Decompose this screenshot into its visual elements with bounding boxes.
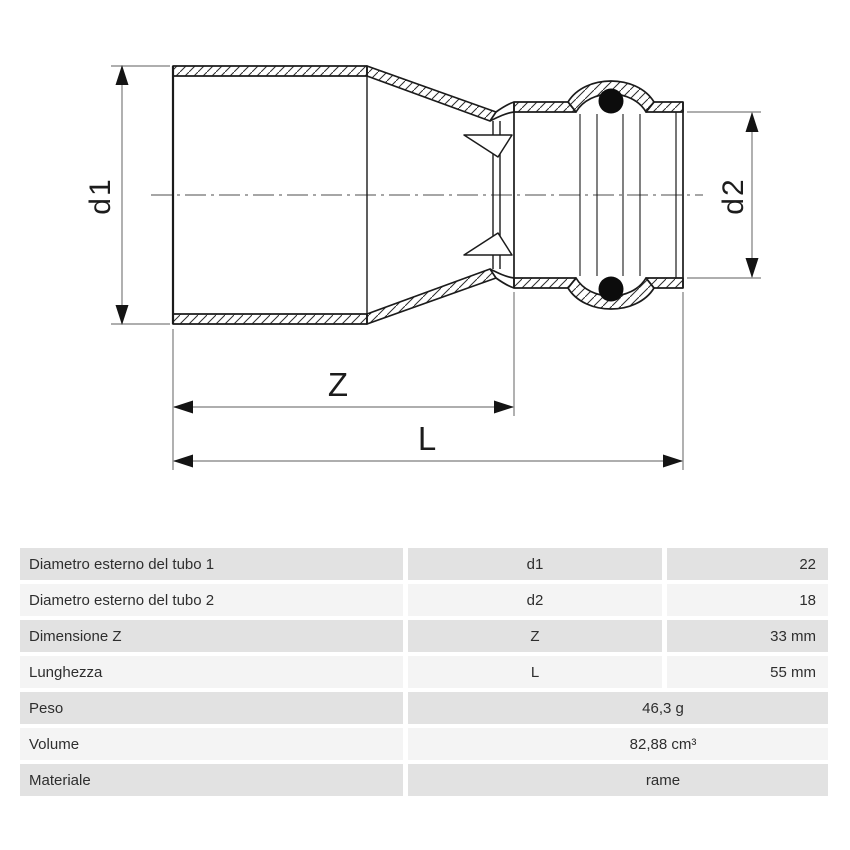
wall-press-top-left xyxy=(514,102,576,112)
row-label: Diametro esterno del tubo 2 xyxy=(20,584,403,616)
spec-row-l xyxy=(20,656,828,688)
row-value: 55 mm xyxy=(667,656,828,688)
tube-stop-top xyxy=(464,135,512,157)
row-value: rame xyxy=(408,764,828,796)
wall-press-bottom-left xyxy=(514,278,576,288)
lip-top-outer xyxy=(496,102,514,112)
row-label: Materiale xyxy=(20,764,403,796)
l-arrow-left xyxy=(173,455,193,468)
spec-row-materiale xyxy=(20,764,828,796)
tube-stop-bottom xyxy=(464,233,512,255)
spec-row-d2 xyxy=(20,584,828,616)
wall-taper-top xyxy=(367,66,496,121)
row-value: 82,88 cm³ xyxy=(408,728,828,760)
row-symbol: Z xyxy=(408,620,662,652)
oring-top xyxy=(599,89,624,114)
z-arrow-left xyxy=(173,401,193,414)
z-arrow-right xyxy=(494,401,514,414)
spec-row-volume xyxy=(20,728,828,760)
row-symbol: d2 xyxy=(408,584,662,616)
row-symbol: L xyxy=(408,656,662,688)
row-label: Dimensione Z xyxy=(20,620,403,652)
spec-table xyxy=(20,548,828,800)
l-label: L xyxy=(417,420,437,457)
spec-row-z xyxy=(20,620,828,652)
wall-large-bottom xyxy=(173,314,367,324)
d2-arrow-down xyxy=(746,258,759,278)
d1-arrow-down xyxy=(116,305,129,325)
row-value: 22 xyxy=(667,548,828,580)
d2-label: d2 xyxy=(717,177,750,215)
wall-taper-bottom xyxy=(367,269,496,324)
lip-bottom-outer xyxy=(496,278,514,288)
d1-label: d1 xyxy=(84,177,117,215)
row-label: Volume xyxy=(20,728,403,760)
wall-large-top xyxy=(173,66,367,76)
oring-bottom xyxy=(599,277,624,302)
spec-row-d1 xyxy=(20,548,828,580)
row-value: 46,3 g xyxy=(408,692,828,724)
row-label: Diametro esterno del tubo 1 xyxy=(20,548,403,580)
d2-arrow-up xyxy=(746,112,759,132)
row-symbol: d1 xyxy=(408,548,662,580)
row-value: 18 xyxy=(667,584,828,616)
d1-arrow-up xyxy=(116,65,129,85)
row-value: 33 mm xyxy=(667,620,828,652)
row-label: Lunghezza xyxy=(20,656,403,688)
l-arrow-right xyxy=(663,455,683,468)
z-label: Z xyxy=(327,366,349,403)
row-label: Peso xyxy=(20,692,403,724)
spec-row-peso xyxy=(20,692,828,724)
